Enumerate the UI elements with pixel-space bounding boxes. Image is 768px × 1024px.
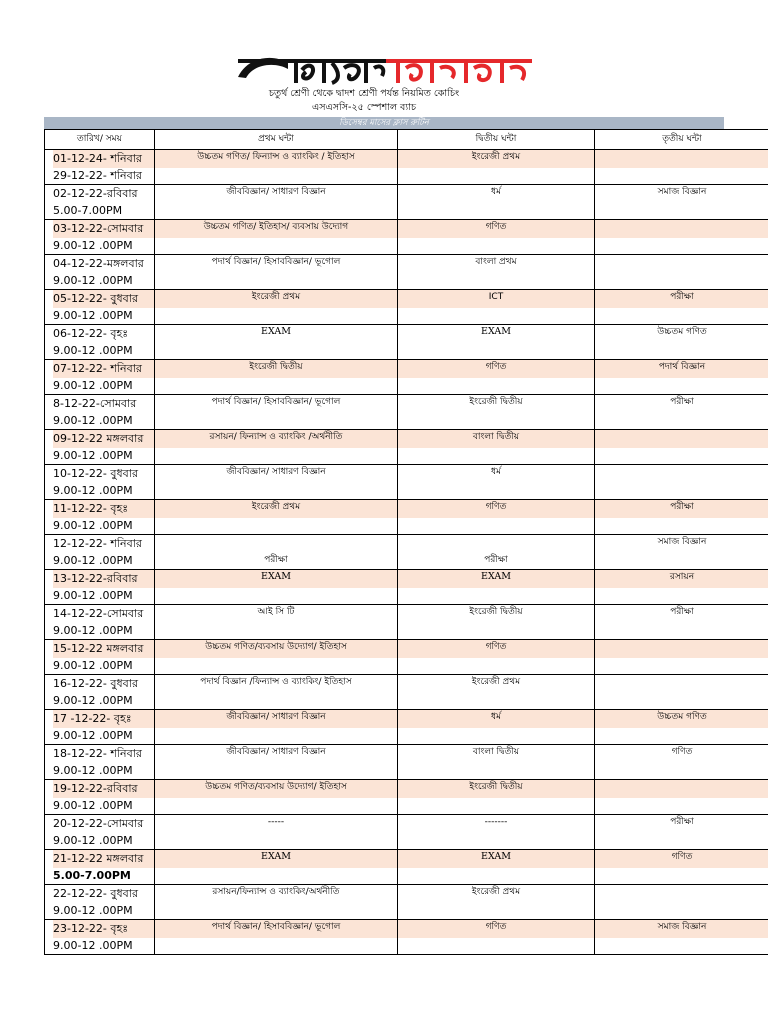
table-row	[45, 780, 768, 815]
time-label: 9.00-12 .00PM	[53, 694, 133, 707]
first-hour-cell	[155, 290, 398, 325]
subject-label: গণিত	[485, 222, 507, 232]
second-hour-cell	[398, 850, 595, 885]
date-label: 09-12-22 মঙ্গলবার	[53, 430, 154, 448]
subject-label: উচ্চতম গণিত/ ইতিহাস/ ব্যবসায় উদ্যোগ	[203, 222, 349, 232]
second-hour-cell	[398, 745, 595, 780]
table-row	[45, 605, 768, 640]
third-hour-cell	[595, 605, 768, 640]
date-time-cell	[45, 640, 155, 675]
second-hour-cell	[398, 640, 595, 675]
first-hour-cell	[155, 430, 398, 465]
first-hour-cell	[155, 220, 398, 255]
subject-label: সমাজ বিজ্ঞান	[657, 187, 707, 197]
subject-label: EXAM	[481, 326, 511, 337]
subject-label: গণিত	[485, 502, 507, 512]
subject-label: ইংরেজী দ্বিতীয়	[469, 397, 523, 407]
date-label: 02-12-22-রবিবার	[53, 187, 138, 200]
second-hour-cell	[398, 290, 595, 325]
first-hour-cell	[155, 500, 398, 535]
second-hour-cell	[398, 605, 595, 640]
subject-label: পদার্থ বিজ্ঞান	[658, 362, 706, 372]
first-hour-cell	[155, 535, 398, 570]
third-hour-cell	[595, 815, 768, 850]
first-hour-cell	[155, 850, 398, 885]
time-label: 9.00-12 .00PM	[53, 274, 133, 287]
date-time-cell	[45, 430, 155, 465]
subject-label: পদার্থ বিজ্ঞান /ফিন্যান্স ও ব্যাংকিং/ ইতিহাস	[200, 677, 352, 687]
date-time-cell	[45, 465, 155, 500]
subject-label: উচ্চতম গণিত	[657, 327, 707, 337]
second-hour-cell	[398, 150, 595, 185]
time-label: 9.00-12 .00PM	[53, 624, 133, 637]
date-time-cell	[45, 185, 155, 220]
second-hour-cell	[398, 395, 595, 430]
first-hour-cell	[155, 780, 398, 815]
third-hour-cell	[595, 290, 768, 325]
second-hour-cell	[398, 360, 595, 395]
time-label: 9.00-12 .00PM	[53, 449, 133, 462]
date-time-cell	[45, 815, 155, 850]
first-hour-cell	[155, 570, 398, 605]
time-label: 9.00-12 .00PM	[53, 519, 133, 532]
table-row	[45, 290, 768, 325]
subject-label: পরীক্ষা	[484, 555, 508, 565]
table-row	[45, 465, 768, 500]
table-row	[45, 710, 768, 745]
subject-label: পরীক্ষা	[670, 817, 694, 827]
table-row	[45, 675, 768, 710]
second-hour-cell	[398, 570, 595, 605]
subject-label: ইংরেজী প্রথম	[471, 152, 521, 162]
first-hour-cell	[155, 150, 398, 185]
first-hour-cell	[155, 745, 398, 780]
second-hour-cell	[398, 815, 595, 850]
first-hour-cell	[155, 675, 398, 710]
subject-label: বাংলা দ্বিতীয়	[472, 747, 520, 757]
table-row	[45, 745, 768, 780]
subject-label: জীববিজ্ঞান/ সাধারণ বিজ্ঞান	[226, 187, 326, 197]
table-row	[45, 815, 768, 850]
subject-label: জীববিজ্ঞান/ সাধারণ বিজ্ঞান	[226, 467, 326, 477]
subject-label: রসায়ন/ ফিন্যান্স ও ব্যাংকিং /অর্থনীতি	[209, 432, 343, 442]
subject-label: ICT	[488, 292, 504, 302]
time-label: 5.00-7.00PM	[53, 204, 123, 217]
class-routine-table	[44, 129, 768, 955]
subject-label: গণিত	[485, 642, 507, 652]
table-row	[45, 850, 768, 885]
table-row	[45, 220, 768, 255]
date-time-cell	[45, 675, 155, 710]
first-hour-cell	[155, 255, 398, 290]
third-hour-cell	[595, 640, 768, 675]
date-time-cell	[45, 780, 155, 815]
time-label: 5.00-7.00PM	[53, 869, 131, 882]
date-label: 11-12-22- বৃহঃ	[53, 500, 154, 518]
subject-label: ইংরেজী দ্বিতীয়	[469, 607, 523, 617]
time-label: 9.00-12 .00PM	[53, 939, 133, 952]
subject-label: পরীক্ষা	[670, 607, 694, 617]
logo-graphic	[236, 50, 536, 90]
second-hour-cell	[398, 220, 595, 255]
date-label: 14-12-22-সোমবার	[53, 607, 144, 620]
first-hour-cell	[155, 710, 398, 745]
date-time-cell	[45, 255, 155, 290]
date-label: 17 -12-22- বৃহঃ	[53, 710, 154, 728]
subject-label: জীববিজ্ঞান/ সাধারণ বিজ্ঞান	[226, 712, 326, 722]
date-time-cell	[45, 325, 155, 360]
third-hour-cell	[595, 500, 768, 535]
subject-label: ধর্ম	[490, 712, 502, 722]
third-hour-cell	[595, 920, 768, 955]
column-header-third-hour: তৃতীয় ঘন্টা	[595, 130, 768, 150]
time-label: 9.00-12 .00PM	[53, 414, 133, 427]
subject-label: -----	[267, 817, 285, 827]
subject-label: EXAM	[261, 851, 291, 862]
date-time-cell	[45, 290, 155, 325]
third-hour-cell	[595, 150, 768, 185]
table-row	[45, 395, 768, 430]
date-time-cell	[45, 360, 155, 395]
date-label: 10-12-22- বুধবার	[53, 467, 139, 480]
subject-label: ইংরেজী প্রথম	[471, 887, 521, 897]
date-label: 07-12-22- শনিবার	[53, 360, 154, 378]
date-time-cell	[45, 885, 155, 920]
subject-label: উচ্চতম গণিত/ ফিন্যান্স ও ব্যাংকিং / ইতিহাস	[197, 152, 355, 162]
third-hour-cell	[595, 360, 768, 395]
subject-label: EXAM	[481, 571, 511, 582]
first-hour-cell	[155, 640, 398, 675]
table-row	[45, 500, 768, 535]
date-time-cell	[45, 710, 155, 745]
subject-label: উচ্চতম গণিত/ব্যবসায় উদ্যোগ/ ইতিহাস	[205, 782, 347, 792]
subtitle-batch: এসএসসি-২৫ স্পেশাল ব্যাচ	[312, 102, 416, 113]
second-hour-cell	[398, 780, 595, 815]
subject-label: ইংরেজী দ্বিতীয়	[249, 362, 303, 372]
time-label: 29-12-22- শনিবার	[53, 169, 142, 182]
date-label: 04-12-22-মঙ্গলবার	[53, 257, 144, 270]
third-hour-cell	[595, 850, 768, 885]
time-label: 9.00-12 .00PM	[53, 554, 133, 567]
subject-label: জীববিজ্ঞান/ সাধারণ বিজ্ঞান	[226, 747, 326, 757]
second-hour-cell	[398, 885, 595, 920]
subject-label: ইংরেজী প্রথম	[471, 677, 521, 687]
first-hour-cell	[155, 815, 398, 850]
subject-label: EXAM	[481, 851, 511, 862]
date-label: 15-12-22 মঙ্গলবার	[53, 640, 154, 658]
subject-label: ইংরেজী প্রথম	[251, 292, 301, 302]
date-label: 23-12-22- বৃহঃ	[53, 920, 154, 938]
third-hour-cell	[595, 780, 768, 815]
subject-label: EXAM	[261, 326, 291, 337]
third-hour-cell	[595, 325, 768, 360]
table-row	[45, 255, 768, 290]
third-hour-cell	[595, 675, 768, 710]
column-header-first-hour: প্রথম ঘন্টা	[155, 130, 398, 150]
table-body	[45, 150, 768, 955]
second-hour-cell	[398, 185, 595, 220]
column-header-second-hour: দ্বিতীয় ঘন্টা	[398, 130, 595, 150]
third-hour-cell	[595, 395, 768, 430]
logo	[236, 50, 536, 90]
routine-banner	[44, 117, 724, 129]
date-label: 20-12-22-সোমবার	[53, 817, 144, 830]
date-label: 16-12-22- বুধবার	[53, 677, 139, 690]
date-time-cell	[45, 605, 155, 640]
third-hour-cell	[595, 885, 768, 920]
second-hour-cell	[398, 675, 595, 710]
subject-label: গণিত	[485, 362, 507, 372]
table-row	[45, 150, 768, 185]
table-row	[45, 185, 768, 220]
date-time-cell	[45, 570, 155, 605]
time-label: 9.00-12 .00PM	[53, 309, 133, 322]
first-hour-cell	[155, 185, 398, 220]
third-hour-cell	[595, 255, 768, 290]
subject-label: আই সি টি	[257, 607, 295, 617]
date-time-cell	[45, 500, 155, 535]
date-label: 8-12-22-সোমবার	[53, 397, 137, 410]
subject-label: ধর্ম	[490, 467, 502, 477]
time-label: 9.00-12 .00PM	[53, 659, 133, 672]
table-row	[45, 360, 768, 395]
time-label: 9.00-12 .00PM	[53, 799, 133, 812]
date-time-cell	[45, 920, 155, 955]
subject-label: পদার্থ বিজ্ঞান/ হিসাববিজ্ঞান/ ভূগোল	[211, 397, 341, 407]
third-hour-cell	[595, 570, 768, 605]
date-label: 06-12-22- বৃহঃ	[53, 327, 129, 340]
subject-label: পরীক্ষা	[264, 555, 288, 565]
time-label: 9.00-12 .00PM	[53, 344, 133, 357]
subject-label: পরীক্ষা	[670, 397, 694, 407]
third-hour-cell	[595, 185, 768, 220]
subject-label: রসায়ন	[669, 572, 695, 582]
second-hour-cell	[398, 500, 595, 535]
subject-label: পদার্থ বিজ্ঞান/ হিসাববিজ্ঞান/ ভূগোল	[211, 257, 341, 267]
date-time-cell	[45, 150, 155, 185]
date-time-cell	[45, 745, 155, 780]
date-label: 19-12-22-রবিবার	[53, 780, 154, 798]
table-row	[45, 640, 768, 675]
second-hour-cell	[398, 325, 595, 360]
subject-label: পদার্থ বিজ্ঞান/ হিসাববিজ্ঞান/ ভূগোল	[211, 922, 341, 932]
time-label: 9.00-12 .00PM	[53, 904, 133, 917]
second-hour-cell	[398, 430, 595, 465]
third-hour-cell	[595, 745, 768, 780]
date-label: 05-12-22- বুধবার	[53, 290, 154, 308]
subject-label: সমাজ বিজ্ঞান	[657, 922, 707, 932]
second-hour-cell	[398, 535, 595, 570]
date-time-cell	[45, 850, 155, 885]
table-row	[45, 430, 768, 465]
subject-label: উচ্চতম গণিত	[657, 712, 707, 722]
routine-banner-text: ডিসেম্বর মাসের ক্লাস রুটিন	[339, 118, 429, 128]
subject-label: পরীক্ষা	[670, 502, 694, 512]
second-hour-cell	[398, 465, 595, 500]
subject-label: ইংরেজী দ্বিতীয়	[469, 782, 523, 792]
date-label: 12-12-22- শনিবার	[53, 537, 142, 550]
first-hour-cell	[155, 360, 398, 395]
table-row	[45, 885, 768, 920]
first-hour-cell	[155, 885, 398, 920]
time-label: 9.00-12 .00PM	[53, 484, 133, 497]
column-header-date: তারিখ/ সময়	[45, 130, 155, 150]
date-time-cell	[45, 395, 155, 430]
table-header-row	[45, 130, 768, 150]
time-label: 9.00-12 .00PM	[53, 729, 133, 742]
table-row	[45, 325, 768, 360]
subject-label: ইংরেজী প্রথম	[251, 502, 301, 512]
subject-label: রসায়ন/ফিন্যান্স ও ব্যাংকিং/অর্থনীতি	[212, 887, 340, 897]
date-label: 03-12-22-সোমবার	[53, 220, 154, 238]
date-label: 18-12-22- শনিবার	[53, 747, 142, 760]
first-hour-cell	[155, 920, 398, 955]
table-row	[45, 570, 768, 605]
first-hour-cell	[155, 395, 398, 430]
third-hour-cell	[595, 710, 768, 745]
time-label: 9.00-12 .00PM	[53, 239, 133, 252]
date-label: 21-12-22 মঙ্গলবার	[53, 850, 154, 868]
subject-label: সমাজ বিজ্ঞান	[657, 537, 707, 547]
table-row	[45, 920, 768, 955]
second-hour-cell	[398, 920, 595, 955]
subject-label: উচ্চতম গণিত/ব্যবসায় উদ্যোগ/ ইতিহাস	[205, 642, 347, 652]
table-row	[45, 535, 768, 570]
subject-label: গণিত	[485, 922, 507, 932]
third-hour-cell	[595, 430, 768, 465]
third-hour-cell	[595, 220, 768, 255]
third-hour-cell	[595, 465, 768, 500]
subject-label: পরীক্ষা	[670, 292, 694, 302]
date-time-cell	[45, 220, 155, 255]
subject-label: গণিত	[671, 852, 693, 862]
second-hour-cell	[398, 255, 595, 290]
time-label: 9.00-12 .00PM	[53, 589, 133, 602]
subject-label: EXAM	[261, 571, 291, 582]
subject-label: বাংলা প্রথম	[475, 257, 517, 267]
first-hour-cell	[155, 465, 398, 500]
time-label: 9.00-12 .00PM	[53, 379, 133, 392]
time-label: 9.00-12 .00PM	[53, 834, 133, 847]
subtitle-coaching: চতুর্থ শ্রেণী থেকে দ্বাদশ শ্রেণী পর্যন্ত নিয়মিত কোচিং	[268, 88, 460, 99]
subject-label: ধর্ম	[490, 187, 502, 197]
time-label: 9.00-12 .00PM	[53, 764, 133, 777]
third-hour-cell	[595, 535, 768, 570]
date-label: 13-12-22-রবিবার	[53, 570, 154, 588]
date-label: 22-12-22- বুধবার	[53, 887, 139, 900]
subject-label: গণিত	[671, 747, 693, 757]
date-time-cell	[45, 535, 155, 570]
subject-label: বাংলা দ্বিতীয়	[472, 432, 520, 442]
first-hour-cell	[155, 605, 398, 640]
second-hour-cell	[398, 710, 595, 745]
subject-label: -------	[484, 817, 508, 827]
date-label: 01-12-24- শনিবার	[53, 150, 154, 168]
first-hour-cell	[155, 325, 398, 360]
